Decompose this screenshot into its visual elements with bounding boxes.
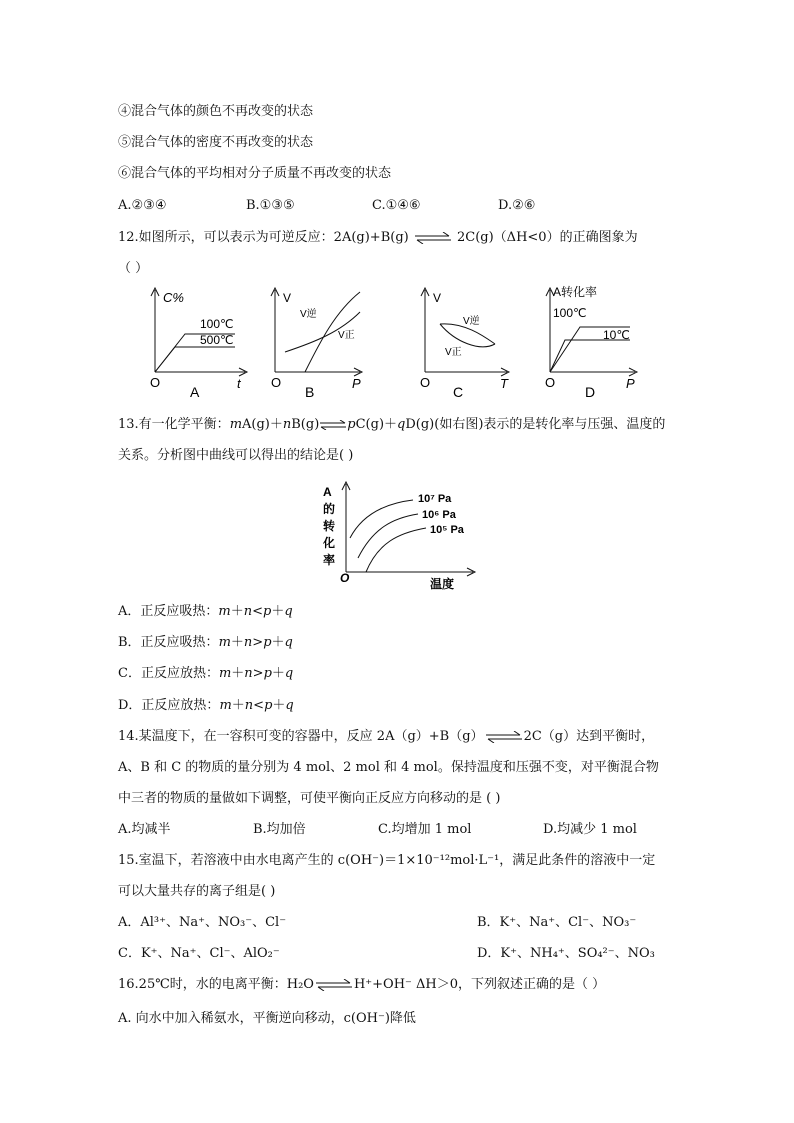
q12-graphs bbox=[145, 282, 665, 397]
q13-curve-label-2: 10⁶ Pa bbox=[422, 509, 456, 521]
graph-b-xlabel: P bbox=[352, 376, 361, 391]
graph-b-curve1: V逆 bbox=[300, 309, 317, 320]
q13-option-d: D．正反应放热：m＋n<p＋q bbox=[118, 698, 294, 713]
q14-stem-line1: 14.某温度下，在一容积可变的容器中，反应 2A（g）+B（g） 2C（g）达到平衡时， bbox=[118, 729, 655, 744]
q12-stem-suffix: 2C(g)（ΔH<0）的正确图象为 bbox=[457, 230, 638, 245]
graph-c-curve1: V逆 bbox=[463, 316, 480, 327]
equilibrium-arrow-icon bbox=[319, 420, 347, 430]
q16-option-a: A. 向水中加入稀氨水，平衡逆向移动，c(OH⁻)降低 bbox=[118, 1011, 416, 1026]
graph-d-xlabel: P bbox=[626, 376, 635, 391]
q15-option-d: D．K⁺、NH₄⁺、SO₄²⁻、NO₃ bbox=[477, 946, 655, 961]
q15-option-b: B．K⁺、Na⁺、Cl⁻、NO₃⁻ bbox=[477, 915, 637, 930]
q11-option-c: C.①④⑥ bbox=[372, 198, 421, 213]
q13-curve-label-1: 10⁷ Pa bbox=[418, 493, 452, 505]
graph-d-origin: O bbox=[545, 375, 556, 390]
q14-stem-line3: 中三者的物质的量做如下调整，可使平衡向正反应方向移动的是 ( ) bbox=[118, 791, 501, 806]
graph-b-curve2: V正 bbox=[338, 330, 355, 341]
q13-ylabel-char: 率 bbox=[323, 553, 336, 567]
q13-reaction: mA(g)＋nB(g) pC(g)＋qD(g) bbox=[229, 417, 435, 432]
graph-d bbox=[545, 284, 637, 397]
q14-option-b: B.均加倍 bbox=[253, 822, 306, 837]
q12-stem bbox=[118, 229, 638, 247]
graph-a-letter: A bbox=[190, 384, 200, 397]
graph-a-xlabel: t bbox=[237, 376, 241, 391]
graph-c-ylabel: V bbox=[433, 291, 442, 305]
graph-a-temp1: 100℃ bbox=[200, 317, 234, 331]
graph-b bbox=[271, 288, 362, 397]
q11-option-b: B.①③⑤ bbox=[246, 198, 295, 213]
q13-ylabel-char: A bbox=[323, 485, 332, 499]
q13-option-b: B．正反应吸热：m＋n>p＋q bbox=[118, 635, 293, 650]
graph-c-xlabel: T bbox=[500, 376, 508, 391]
q13-stem-prefix: 13.有一化学平衡： bbox=[118, 417, 230, 432]
q13-option-c: C．正反应放热：m＋n>p＋q bbox=[118, 666, 294, 681]
graph-d-ylabel: A转化率 bbox=[553, 285, 598, 299]
q11-option-d: D.②⑥ bbox=[498, 198, 536, 213]
equilibrium-arrow-icon bbox=[484, 731, 524, 743]
graph-b-origin: O bbox=[271, 375, 282, 390]
q13-stem-suffix: (如右图)表示的是转化率与压强、温度的 bbox=[434, 417, 666, 432]
graph-d-temp1: 100℃ bbox=[553, 306, 587, 320]
q15-option-a: A．Al³⁺、Na⁺、NO₃⁻、Cl⁻ bbox=[118, 915, 287, 930]
q13-option-a: A．正反应吸热：m＋n<p＋q bbox=[118, 604, 293, 619]
q11-option-a: A.②③④ bbox=[118, 198, 167, 213]
q13-ylabel-char: 的 bbox=[323, 502, 336, 516]
graph-c bbox=[420, 288, 509, 397]
statement-6: ⑥混合气体的平均相对分子质量不再改变的状态 bbox=[118, 166, 392, 181]
q14-stem-line2: A、B 和 C 的物质的量分别为 4 mol、2 mol 和 4 mol。保持温度和压强不变，对平衡混合物 bbox=[118, 760, 659, 775]
graph-c-origin: O bbox=[420, 375, 431, 390]
graph-c-curve2: V正 bbox=[445, 347, 462, 358]
statement-4: ④混合气体的颜色不再改变的状态 bbox=[118, 104, 314, 119]
q14-option-c: C.均增加 1 mol bbox=[378, 822, 472, 837]
graph-a-origin: O bbox=[150, 375, 161, 390]
q15-stem-line2: 可以大量共存的离子组是( ) bbox=[118, 884, 276, 899]
graph-c-letter: C bbox=[453, 384, 464, 397]
graph-d-letter: D bbox=[585, 384, 596, 397]
q16-stem-line1: 16.25℃时，水的电离平衡：H₂O H⁺+OH⁻ ΔH＞0，下列叙述正确的是（ ） bbox=[118, 977, 606, 992]
q13-chart bbox=[318, 478, 498, 590]
graph-d-temp2: 10℃ bbox=[603, 328, 630, 342]
graph-b-ylabel: V bbox=[283, 291, 292, 305]
statement-5: ⑤混合气体的密度不再改变的状态 bbox=[118, 135, 314, 150]
q14-option-d: D.均减少 1 mol bbox=[543, 822, 637, 837]
graph-a-ylabel: C% bbox=[163, 290, 184, 305]
q13-ylabel-char: 化 bbox=[323, 536, 336, 550]
q13-ylabel-char: 转 bbox=[323, 519, 336, 533]
q12-answer-paren: （ ） bbox=[118, 261, 149, 276]
q13-origin: O bbox=[340, 571, 350, 585]
graph-a-temp2: 500℃ bbox=[200, 333, 234, 347]
q14-option-a: A.均减半 bbox=[118, 822, 171, 837]
q13-stem-line2: 关系。分析图中曲线可以得出的结论是( ) bbox=[118, 448, 354, 463]
q15-option-c: C．K⁺、Na⁺、Cl⁻、AlO₂⁻ bbox=[118, 946, 280, 961]
graph-b-letter: B bbox=[305, 384, 315, 397]
equilibrium-arrow-icon bbox=[413, 232, 453, 244]
equilibrium-arrow-icon bbox=[314, 979, 354, 991]
graph-a bbox=[150, 288, 247, 397]
q13-xlabel: 温度 bbox=[430, 577, 455, 590]
q13-curve-label-3: 10⁵ Pa bbox=[430, 524, 464, 536]
q12-stem-prefix: 12.如图所示，可以表示为可逆反应：2A(g)+B(g) bbox=[118, 230, 409, 245]
q15-stem-line1: 15.室温下，若溶液中由水电离产生的 c(OH⁻)＝1×10⁻¹²mol·L⁻¹，满足此条件的溶液中一定 bbox=[118, 853, 656, 868]
q13-stem-line1 bbox=[118, 416, 665, 434]
